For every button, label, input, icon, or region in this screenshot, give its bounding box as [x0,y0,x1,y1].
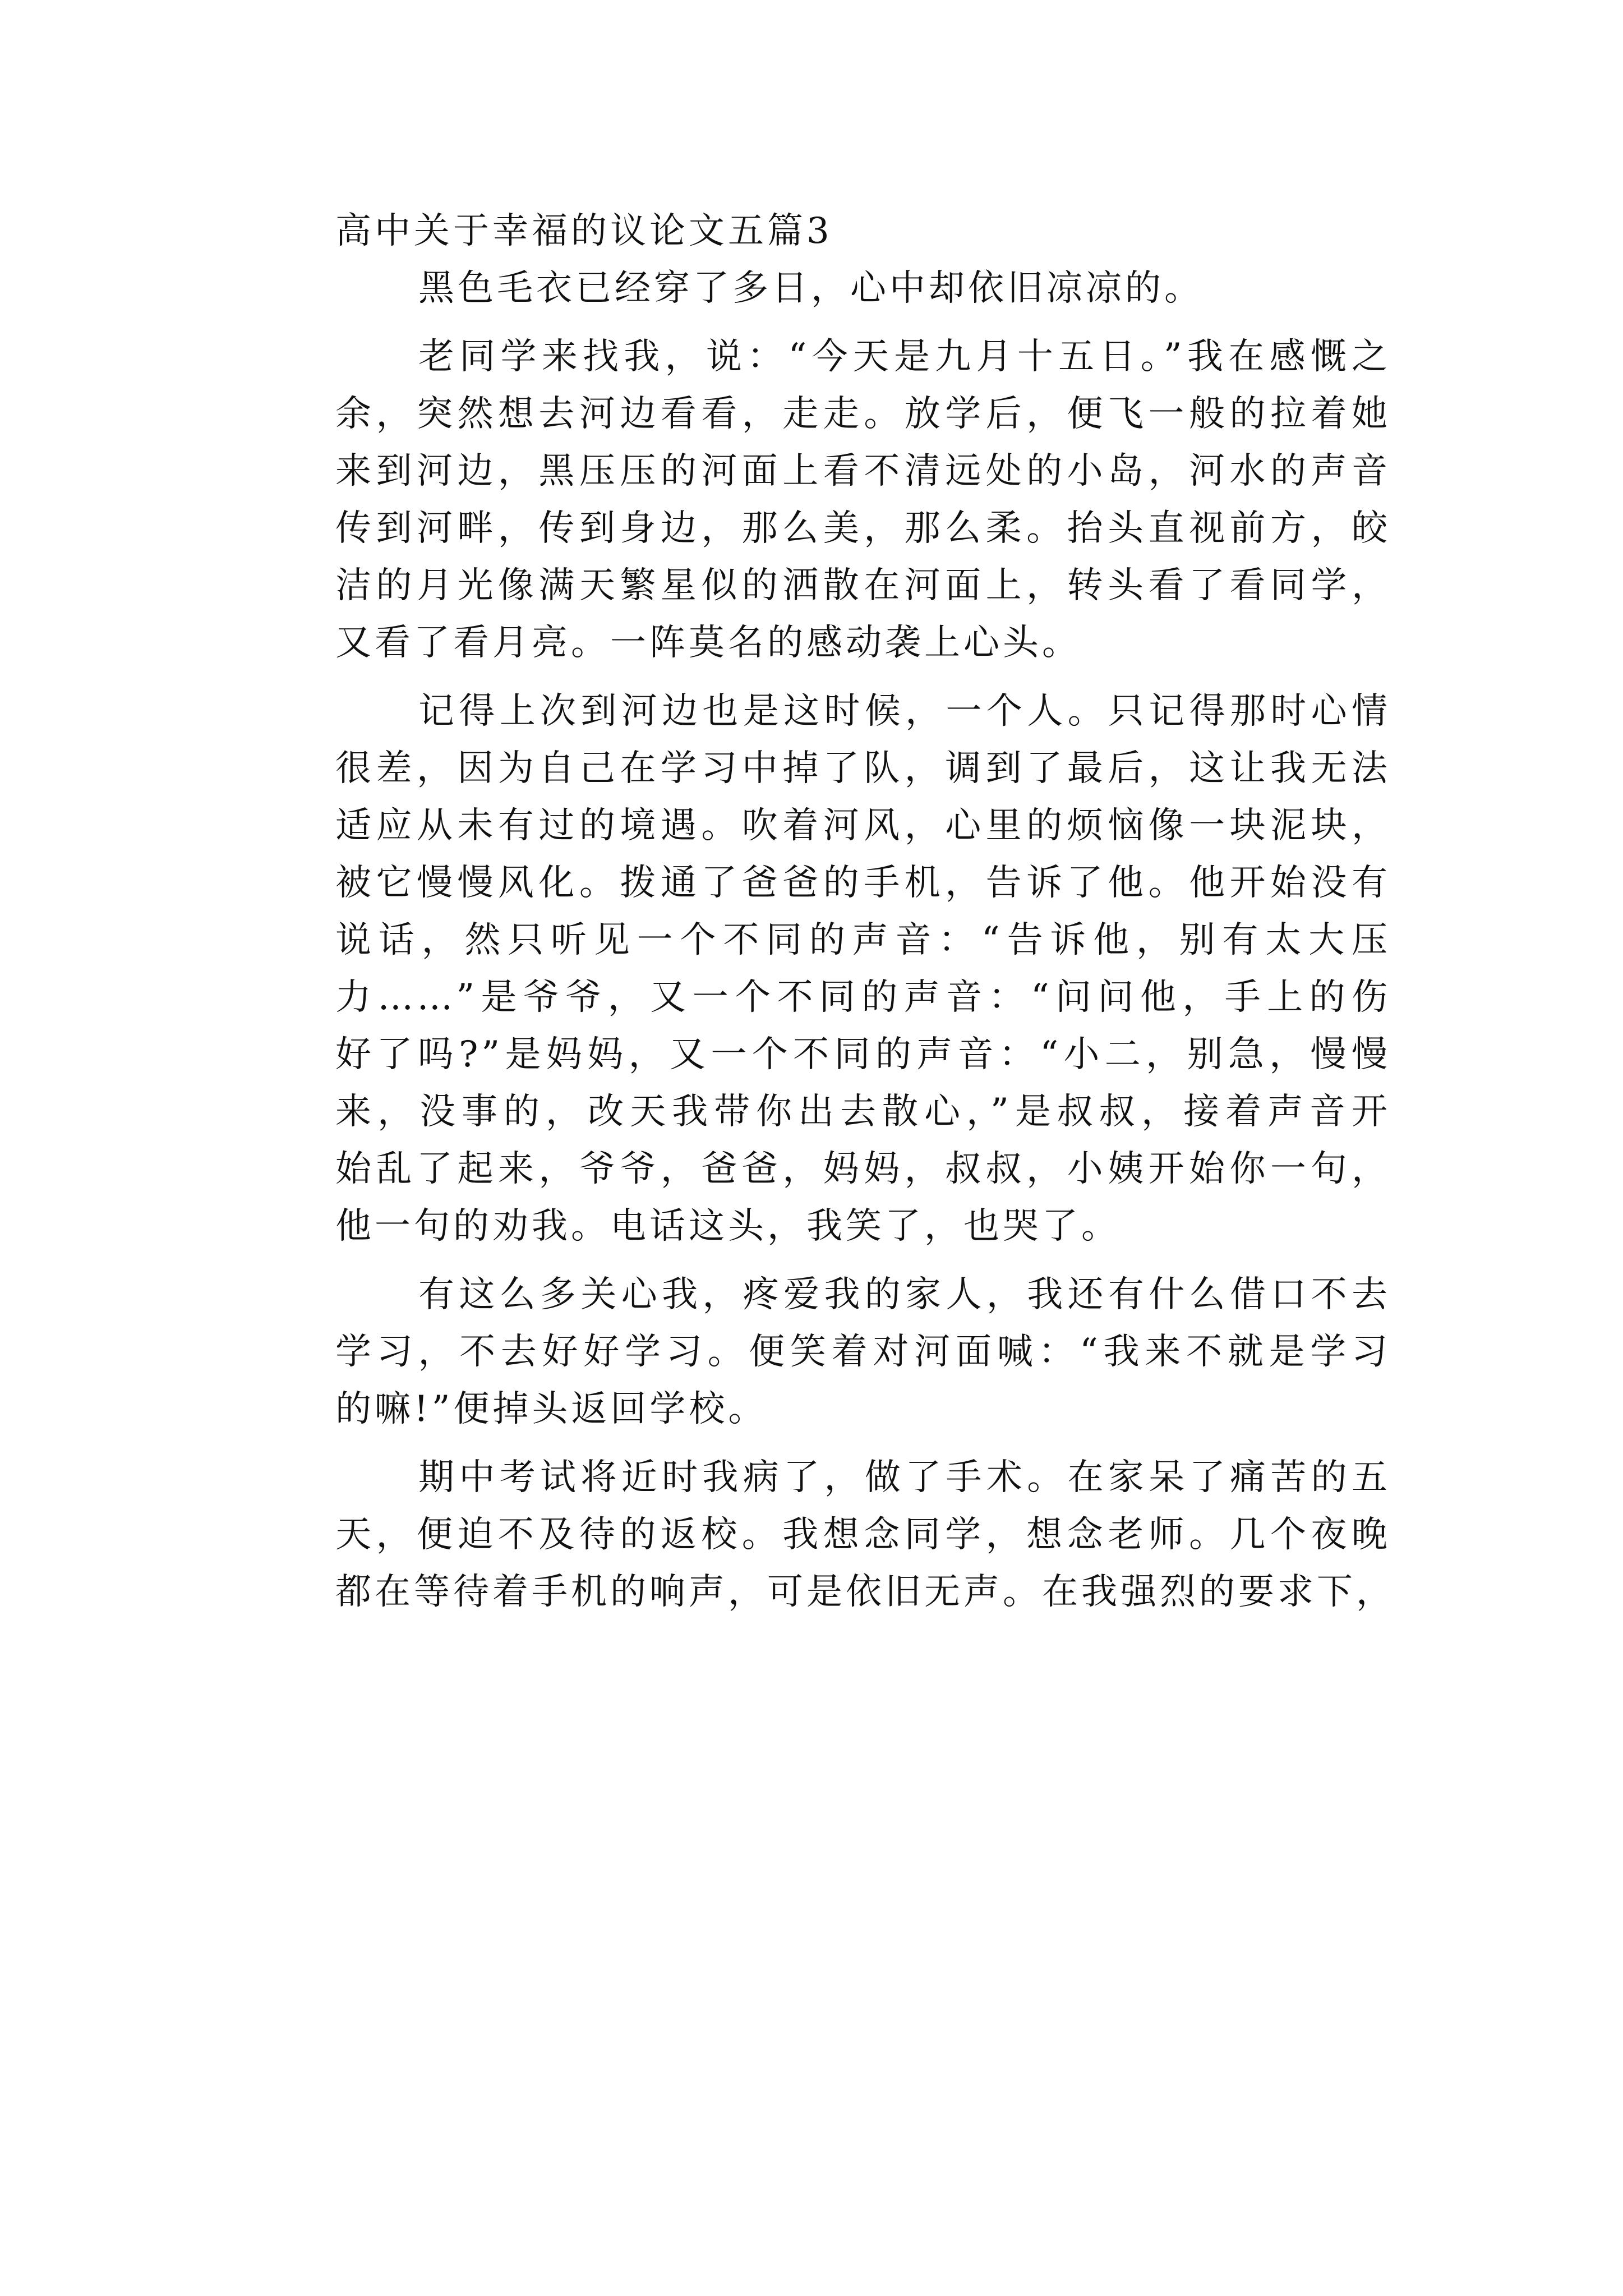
paragraph-line: 老同学来找我，说：“今天是九月十五日。”我在感慨之 [418,336,1391,378]
paragraph-line: 很差，因为自己在学习中掉了队，调到了最后，这让我无法 [335,748,1391,789]
paragraph-line: 洁的月光像满天繁星似的洒散在河面上，转头看了看同学， [335,565,1391,606]
paragraph-line: 传到河畔，传到身边，那么美，那么柔。抬头直视前方，皎 [335,508,1391,549]
paragraph-5 [252,1454,1395,1626]
paragraph-gap [252,322,1391,333]
paragraph-gap [252,1443,1391,1454]
paragraph-4 [252,1271,1391,1443]
paragraph-line: 余，突然想去河边看看，走走。放学后，便飞一般的拉着她 [335,393,1391,435]
paragraph-line: 说话，然只听见一个不同的声音：“告诉他，别有太大压 [335,919,1391,961]
paragraph-line: 他一句的劝我。电话这头，我笑了，也哭了。 [335,1205,1121,1247]
paragraph-line: 力……”是爷爷，又一个不同的声音：“问问他，手上的伤 [335,977,1391,1018]
paragraph-3 [252,688,1391,1260]
paragraph-line: 来，没事的，改天我带你出去散心，”是叔叔，接着声音开 [335,1091,1391,1133]
paragraph-line: 始乱了起来，爷爷，爸爸，妈妈，叔叔，小姨开始你一句， [335,1148,1391,1190]
paragraph-line: 期中考试将近时我病了，做了手术。在家呆了痛苦的五 [418,1457,1391,1498]
paragraph-line: 适应从未有过的境遇。吹着河风，心里的烦恼像一块泥块， [335,805,1391,846]
paragraph-line: 记得上次到河边也是这时候，一个人。只记得那时心情 [418,691,1391,732]
paragraph-line: 好了吗?”是妈妈，又一个不同的声音：“小二，别急，慢慢 [335,1034,1391,1075]
paragraph-line: 都在等待着手机的响声，可是依旧无声。在我强烈的要求下， [335,1571,1395,1613]
document-title: 高中关于幸福的议论文五篇3 [335,210,833,252]
paragraph-line: 被它慢慢风化。拨通了爸爸的手机，告诉了他。他开始没有 [335,862,1391,904]
paragraph-line: 的嘛!”便掉头返回学校。 [335,1388,768,1430]
paragraph-line: 又看了看月亮。一阵莫名的感动袭上心头。 [335,622,1081,664]
paragraph-line: 黑色毛衣已经穿了多日，心中却依旧凉凉的。 [418,268,1204,309]
paragraph-line: 天，便迫不及待的返校。我想念同学，想念老师。几个夜晚 [335,1514,1391,1556]
paragraph-gap [252,1260,1391,1271]
paragraph-gap [252,677,1391,688]
paragraph-line: 有这么多关心我，疼爱我的家人，我还有什么借口不去 [418,1274,1391,1315]
document-body [252,208,1395,1626]
paragraph-line: 学习，不去好好学习。便笑着对河面喊：“我来不就是学习 [335,1331,1391,1373]
paragraph-2 [252,333,1391,677]
paragraph-1 [252,265,1391,322]
paragraph-line: 来到河边，黑压压的河面上看不清远处的小岛，河水的声音 [335,450,1391,492]
